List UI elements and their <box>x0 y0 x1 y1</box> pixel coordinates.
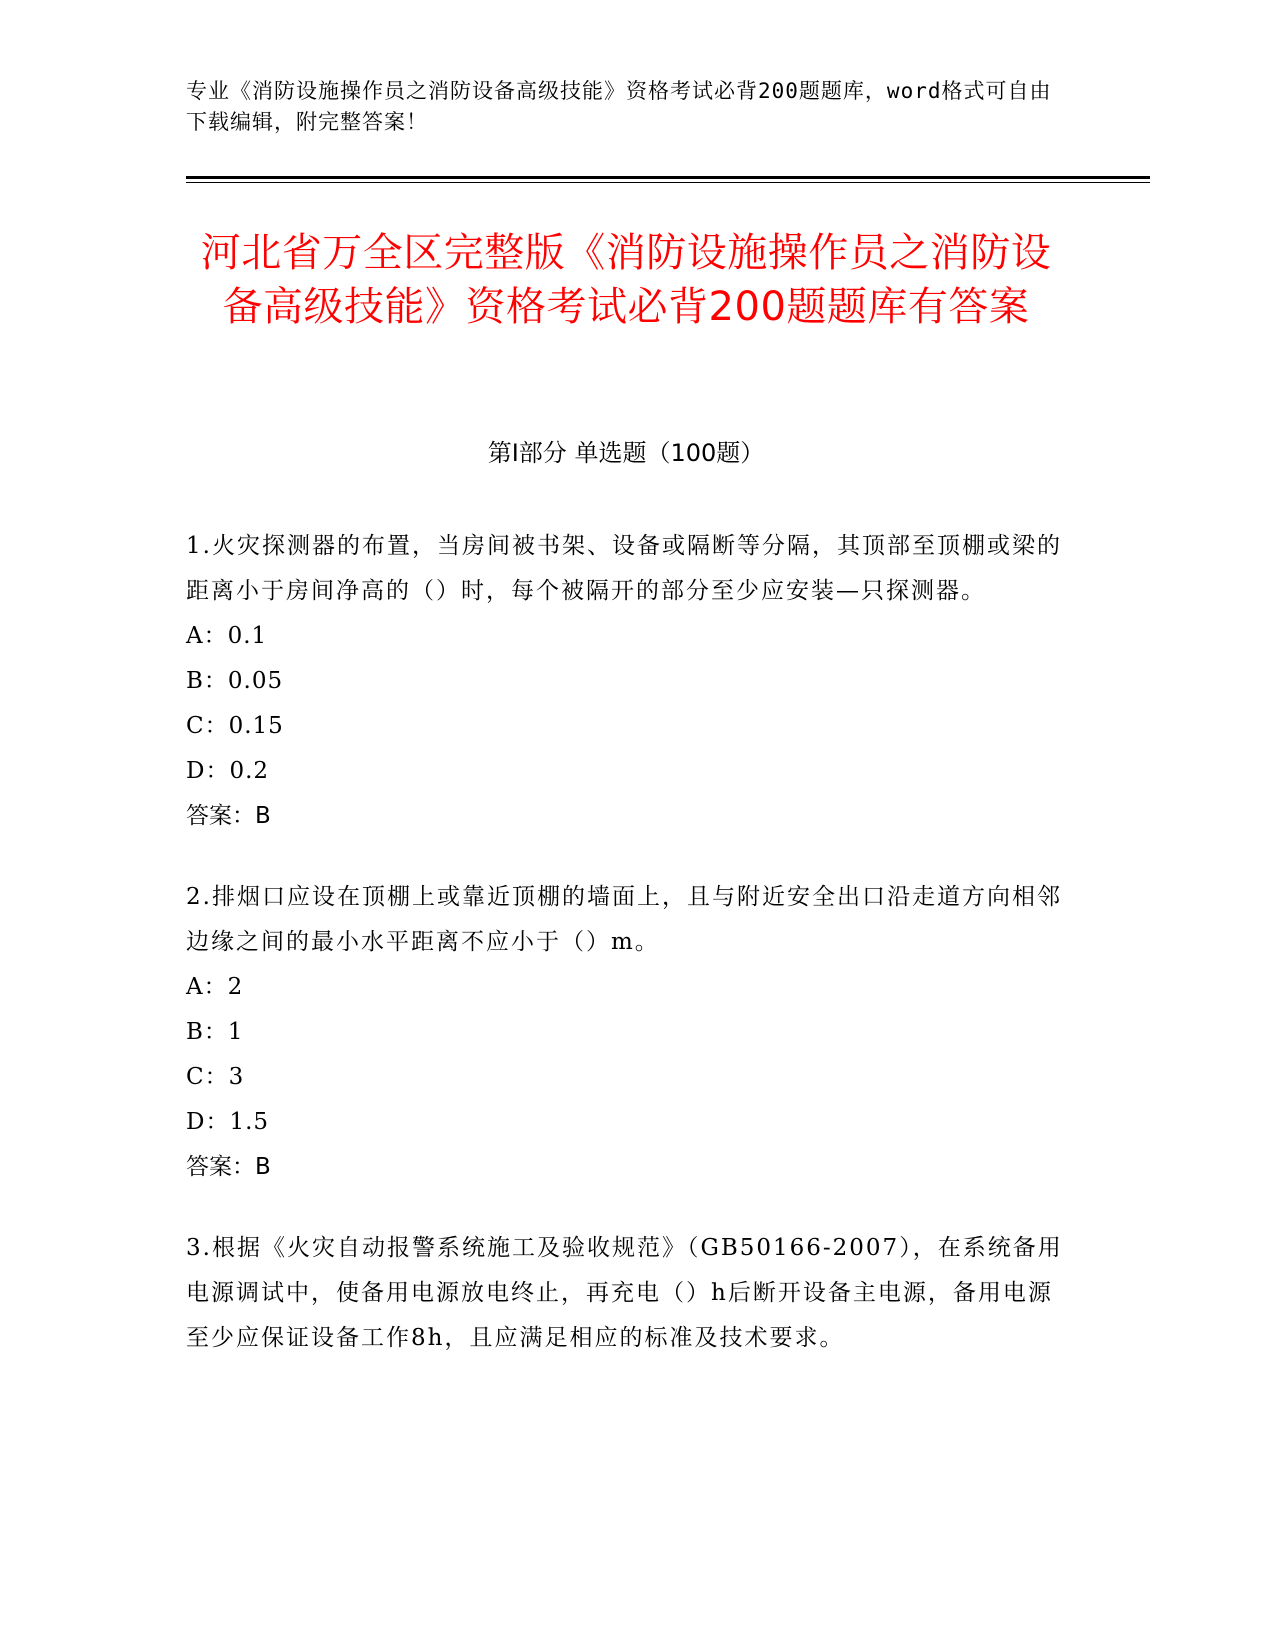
section-title: 第Ⅰ部分 单选题（100题） <box>487 439 765 467</box>
question-2 <box>186 875 1066 1190</box>
option-b: B：0.05 <box>186 668 284 694</box>
option-c: C：3 <box>186 1064 245 1090</box>
option-a: A：0.1 <box>186 623 268 649</box>
question-stem: 3.根据《火灾自动报警系统施工及验收规范》（GB50166-2007），在系统备用电源调试中，使备用电源放电终止，再充电（）h后断开设备主电源，备用电源至少应保证设备工作8h，且应满足相应的标准及技术要求。 <box>186 1235 1063 1351</box>
answer: 答案：B <box>186 803 271 829</box>
option-c: C：0.15 <box>186 713 284 739</box>
question-list <box>186 524 1066 1397</box>
option-d: D：0.2 <box>186 758 270 784</box>
option-a: A：2 <box>186 974 244 1000</box>
question-stem: 1.火灾探测器的布置，当房间被书架、设备或隔断等分隔，其顶部至顶棚或梁的距离小于房间净高的（）时，每个被隔开的部分至少应安装—只探测器。 <box>186 533 1062 604</box>
question-3 <box>186 1226 1066 1361</box>
question-stem: 2.排烟口应设在顶棚上或靠近顶棚的墙面上，且与附近安全出口沿走道方向相邻边缘之间的最小水平距离不应小于（）m。 <box>186 884 1062 955</box>
option-d: D：1.5 <box>186 1109 270 1135</box>
header-note: 专业《消防设施操作员之消防设备高级技能》资格考试必背200题题库，word格式可自由下载编辑，附完整答案！ <box>186 79 1052 134</box>
header-divider-thick <box>186 176 1150 179</box>
answer: 答案：B <box>186 1154 271 1180</box>
header-divider-thin <box>186 182 1150 183</box>
question-1 <box>186 524 1066 839</box>
document-title: 河北省万全区完整版《消防设施操作员之消防设备高级技能》资格考试必背200题题库有答案 <box>200 230 1052 330</box>
option-b: B：1 <box>186 1019 244 1045</box>
